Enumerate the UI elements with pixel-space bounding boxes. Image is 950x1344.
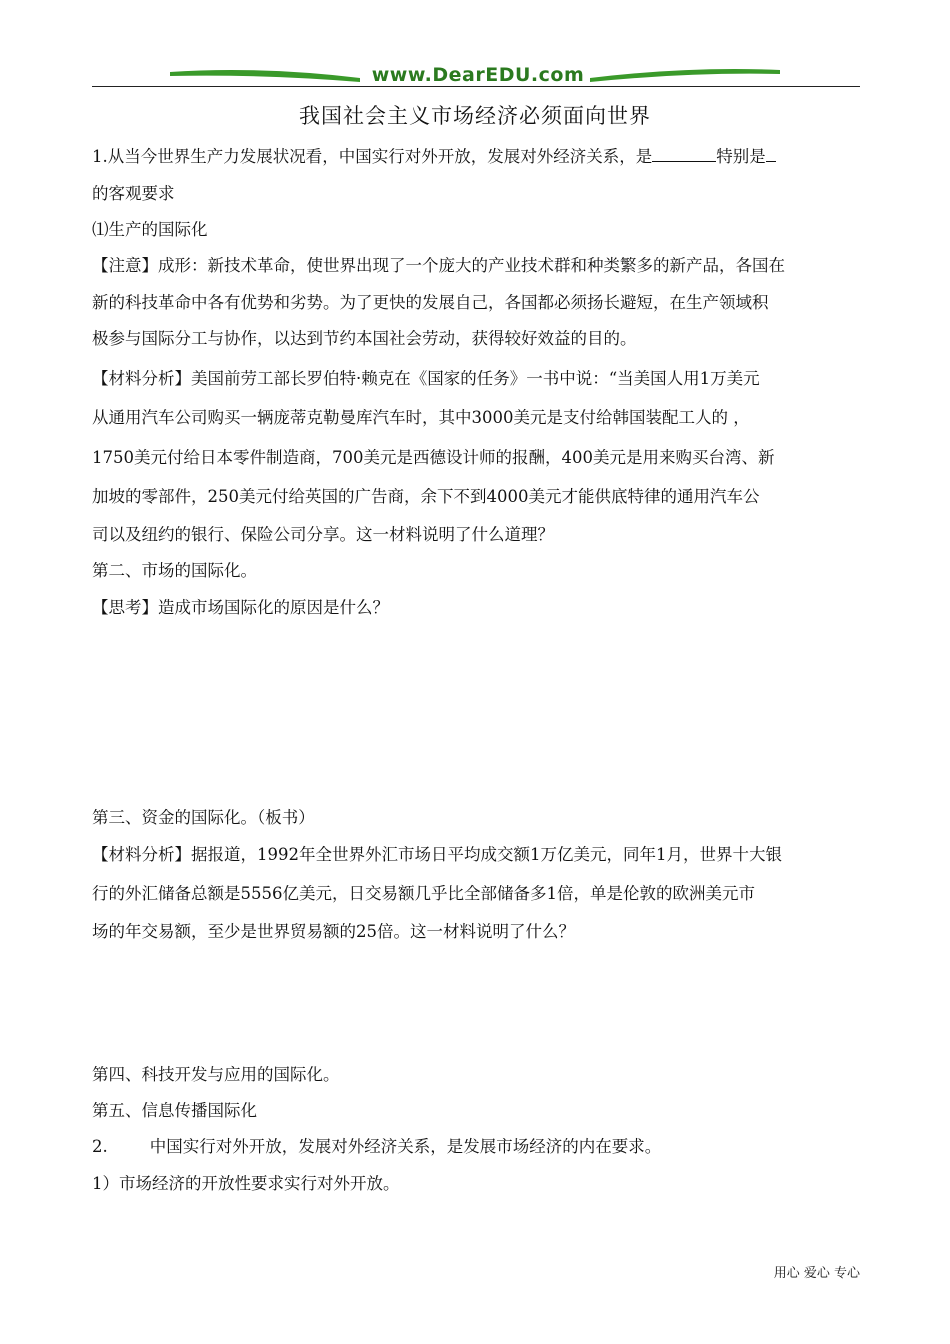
text-line: 【思考】造成市场国际化的原因是什么？: [92, 598, 389, 617]
text-line: 的客观要求: [92, 184, 175, 203]
site-logo: [170, 62, 780, 90]
logo-text: www.DearEDU.com: [371, 64, 585, 86]
question-1-text-cont: 特别是: [716, 147, 766, 166]
text-line: 从通用汽车公司购买一辆庞蒂克勒曼库汽车时，其中3000美元是支付给韩国装配工人的 ，: [92, 408, 750, 427]
question-1-text: 1.从当今世界生产力发展状况看，中国实行对外开放，发展对外经济关系，是: [92, 147, 653, 166]
text-line: 加坡的零部件，250美元付给英国的广告商，余下不到4000美元才能供底特律的通用汽车公: [92, 487, 760, 506]
text-line: 1）市场经济的开放性要求实行对外开放。: [92, 1174, 400, 1193]
text-line: 【注意】成形：新技术革命，使世界出现了一个庞大的产业技术群和种类繁多的新产品，各国在: [92, 256, 785, 275]
question-1: [92, 143, 862, 167]
answer-blank: [766, 147, 776, 162]
section-heading: 第四、科技开发与应用的国际化。: [92, 1065, 340, 1084]
text-line: ⑴生产的国际化: [92, 220, 208, 239]
page-title: 我国社会主义市场经济必须面向世界: [299, 104, 651, 128]
answer-blank: [652, 147, 716, 162]
text-line: 【材料分析】美国前劳工部长罗伯特·赖克在《国家的任务》一书中说：“当美国人用1万美元: [92, 369, 760, 388]
text-line: 极参与国际分工与协作，以达到节约本国社会劳动，获得较好效益的目的。: [92, 329, 637, 348]
text-line: 2. 中国实行对外开放，发展对外经济关系，是发展市场经济的内在要求。: [92, 1137, 662, 1156]
text-line: 司以及纽约的银行、保险公司分享。这一材料说明了什么道理？: [92, 525, 554, 544]
section-heading: 第三、资金的国际化。（板书）: [92, 808, 315, 827]
text-line: 行的外汇储备总额是5556亿美元，日交易额几乎比全部储备多1倍，单是伦敦的欧洲美元市: [92, 884, 755, 903]
text-line: 场的年交易额，至少是世界贸易额的25倍。这一材料说明了什么？: [92, 922, 575, 941]
section-heading: 第二、市场的国际化。: [92, 561, 257, 580]
text-line: 新的科技革命中各有优势和劣势。为了更快的发展自己，各国都必须扬长避短，在生产领域积: [92, 293, 769, 312]
text-line: 【材料分析】据报道，1992年全世界外汇市场日平均成交额1万亿美元，同年1月，世界十大银: [92, 845, 782, 864]
text-line: 1750美元付给日本零件制造商，700美元是西德设计师的报酬，400美元是用来购买台湾、新: [92, 448, 775, 467]
page-footer: 用心 爱心 专心: [773, 1266, 860, 1281]
section-heading: 第五、信息传播国际化: [92, 1101, 257, 1120]
